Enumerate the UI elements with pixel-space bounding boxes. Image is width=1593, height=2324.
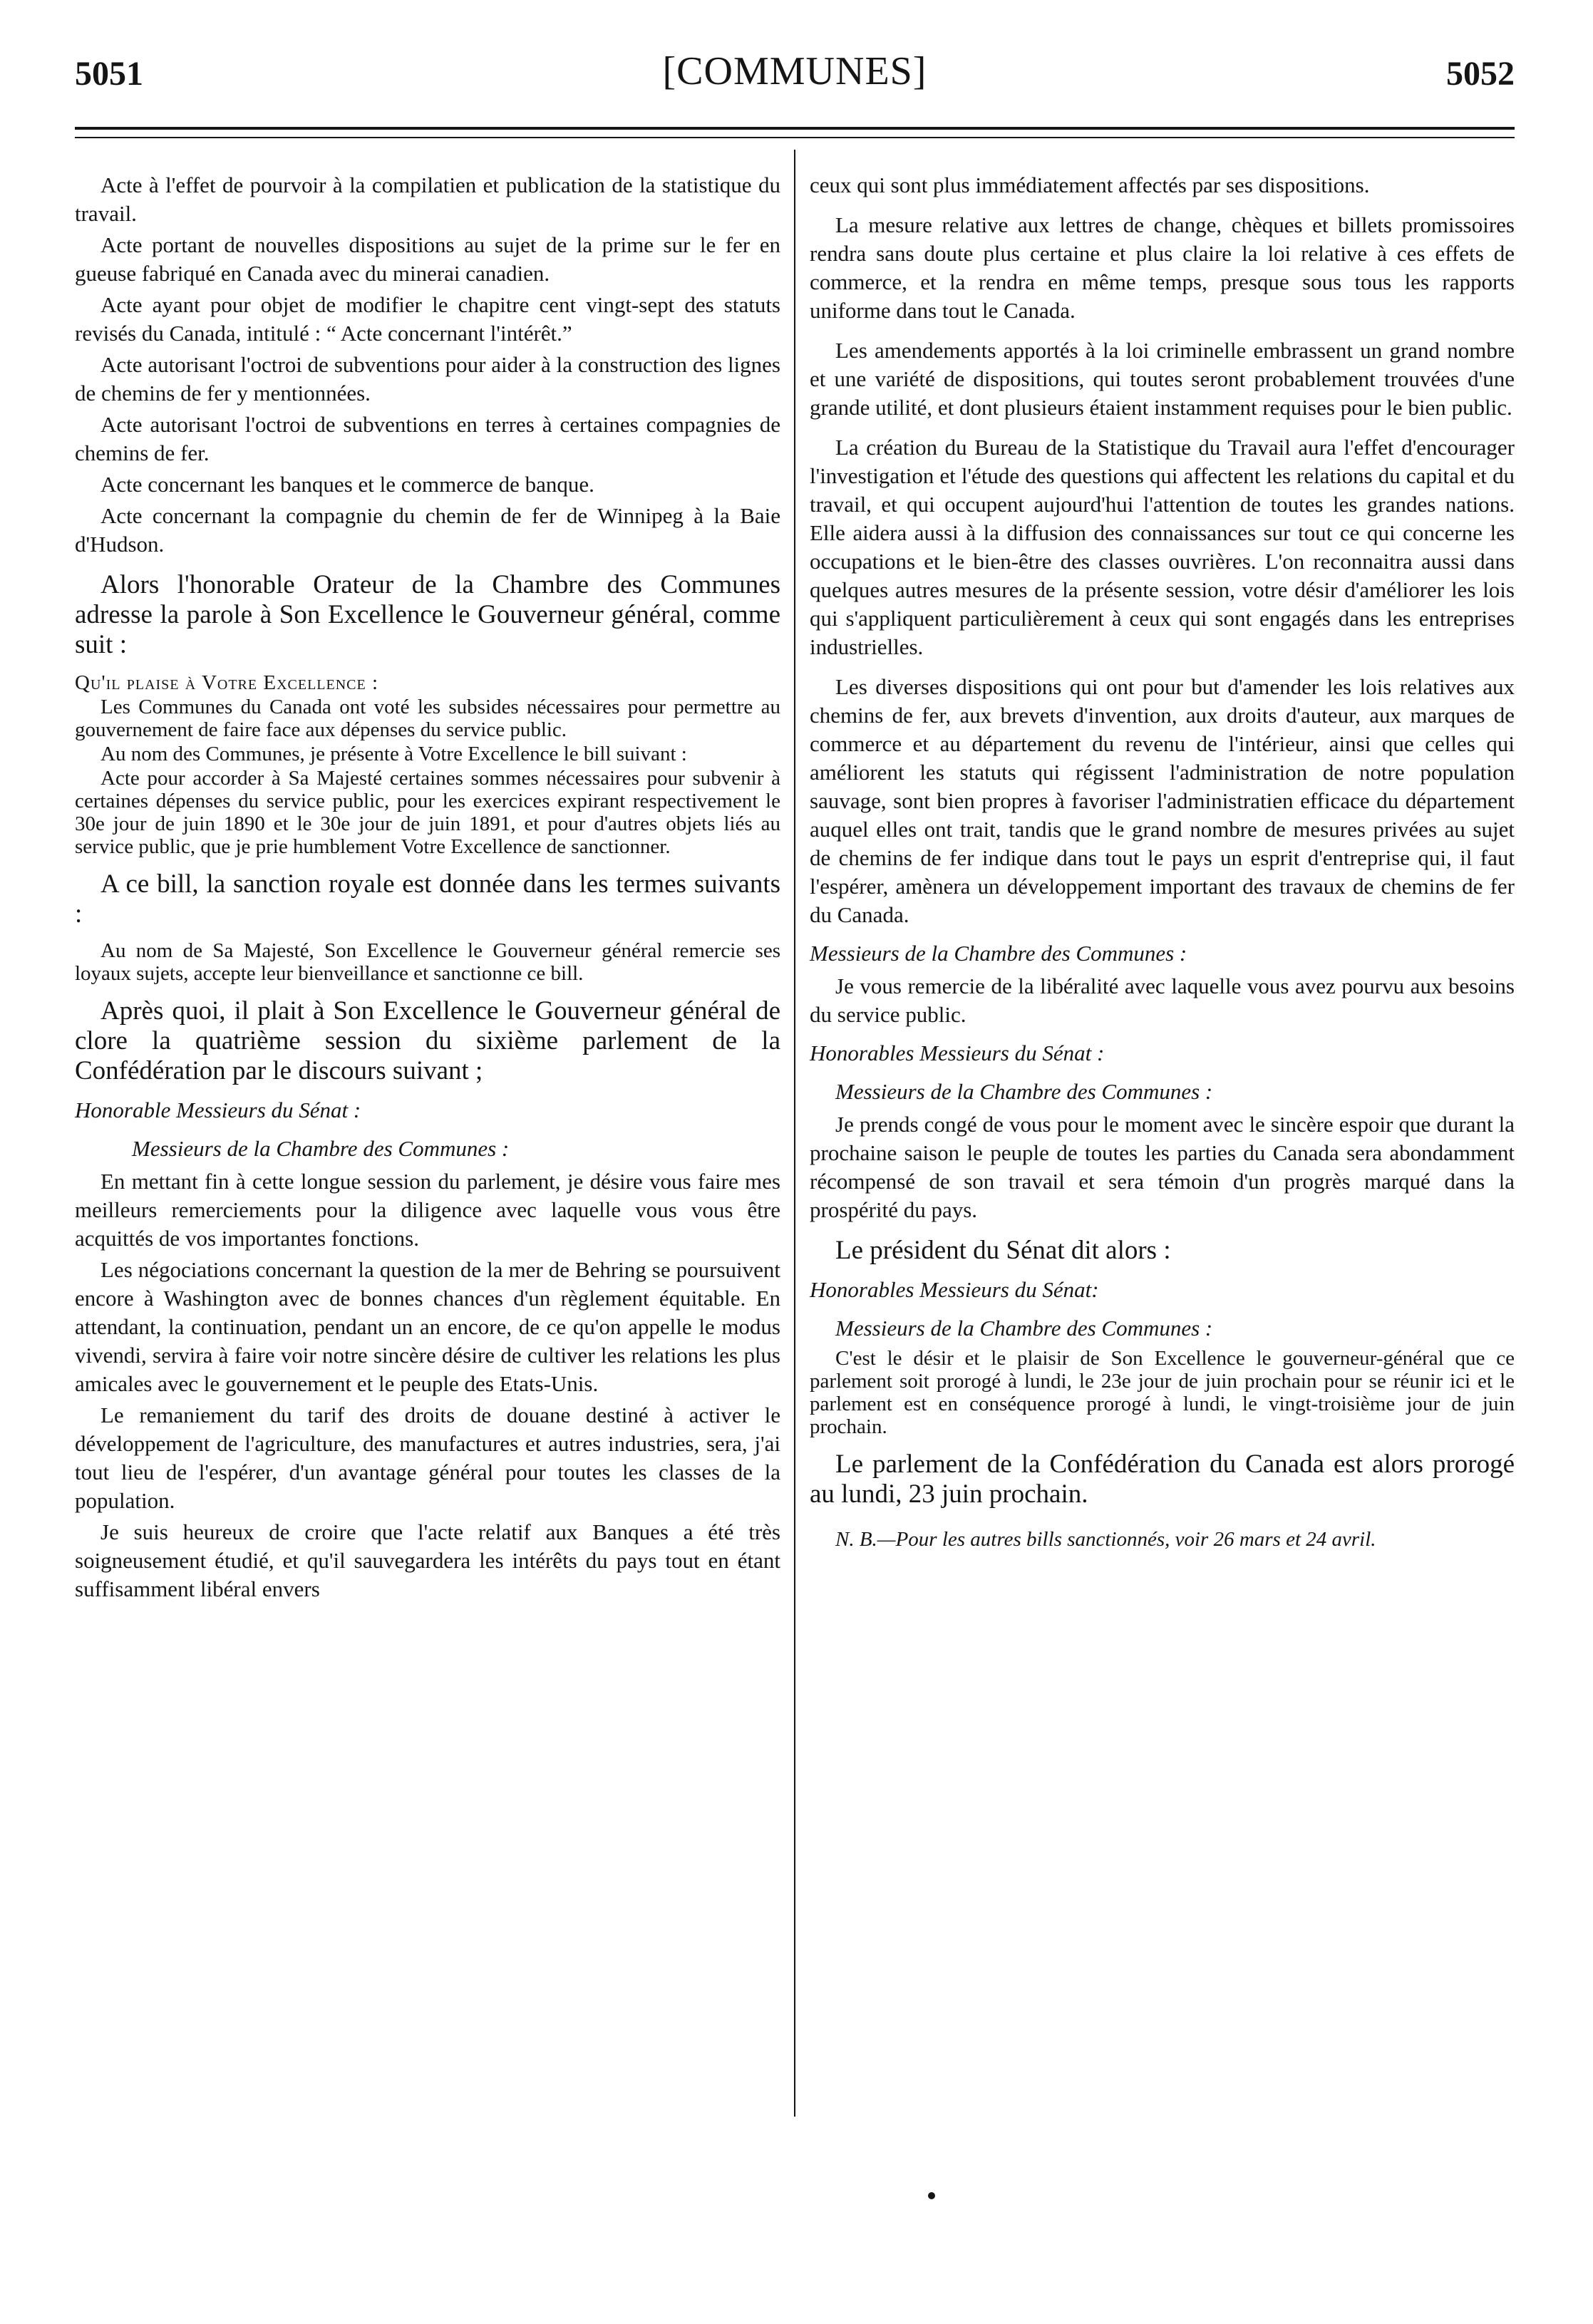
- running-title: [COMMUNES]: [662, 49, 927, 93]
- act-item: Acte autorisant l'octroi de subventions pour aider à la construction des lignes de chemins de fer y mentionnées.: [75, 352, 780, 406]
- salutation-commons: Messieurs de la Chambre des Communes :: [835, 1316, 1213, 1341]
- speech-paragraph: En mettant fin à cette longue session du parlement, je désire vous faire mes meilleurs remerciements pour la diligence avec laquelle vous vous être acquittés de vos importantes fonctions.: [75, 1169, 780, 1251]
- printer-mark: [928, 2192, 935, 2199]
- page-header: [75, 41, 1515, 98]
- address-paragraph: Au nom des Communes, je présente à Votre Excellence le bill suivant :: [100, 743, 687, 765]
- thanks-paragraph: Je vous remercie de la libéralité avec laquelle vous avez pourvu aux besoins du service public.: [810, 974, 1515, 1027]
- speech-paragraph: Les diverses dispositions qui ont pour but d'amender les lois relatives aux chemins de fer, aux brevets d'invention, aux droits d'auteur, aux marques de commerce et au département du revenu de l'intérieur, ainsi que celles qui améliorent les statuts qui régissent l'administration de notre population sauvage, sont bien propres à favoriser l'administratien efficace du département auquel elles ont trait, tandis que le grand nombre de mesures privées au sujet de chemins de fer indique dans tout le pays un esprit d'entreprise qui, il faut l'espérer, amènera un développement important des travaux de chemins de fer du Canada.: [810, 674, 1515, 927]
- header-rule-thick: [75, 127, 1515, 130]
- act-item: Acte concernant les banques et le commerce de banque.: [100, 472, 594, 497]
- salutation-commons: Messieurs de la Chambre des Communes :: [132, 1136, 510, 1161]
- footnote: N. B.—Pour les autres bills sanctionnés, voir 26 mars et 24 avril.: [835, 1528, 1376, 1551]
- act-item: Acte à l'effet de pourvoir à la compilatien et publication de la statistique du travail.: [75, 172, 780, 226]
- speech-paragraph: La mesure relative aux lettres de change, chèques et billets promissoires rendra sans doute plus certaine et plus claire la loi relative à ces effets de commerce, et la rendra en même temps, presque sous tous les rapports uniforme dans tout le Canada.: [810, 212, 1515, 323]
- speech-paragraph: Le remaniement du tarif des droits de douane destiné à activer le développement de l'agriculture, des manufactures et autres industries, sera, j'ai tout lieu de l'espérer, d'un avantage général pour toutes les classes de la population.: [75, 1403, 780, 1513]
- farewell-paragraph: Je prends congé de vous pour le moment avec le sincère espoir que durant la prochaine saison le peuple de toutes les parties du Canada sera abondamment récompensé de son travail et sera témoin d'un progrès marqué dans la prospérité du pays.: [810, 1112, 1515, 1222]
- speech-paragraph: ceux qui sont plus immédiatement affectés par ses dispositions.: [810, 172, 1370, 197]
- address-salutation: Qu'il plaise à Votre Excellence :: [75, 671, 379, 694]
- salutation-senate: Honorables Messieurs du Sénat:: [810, 1277, 1099, 1302]
- sanction-intro: A ce bill, la sanction royale est donnée dans les termes suivants :: [75, 869, 780, 929]
- header-rule-thin: [75, 137, 1515, 138]
- speech-paragraph: La création du Bureau de la Statistique du Travail aura l'effet d'encourager l'investigation et l'étude des questions qui affectent les relations du capital et du travail, et qui occupent aujourd'hui l'attention de toutes les grandes nations. Elle aidera aussi à la diffusion des connaissances sur tout ce qui concerne les occupations et le bien-être des classes ouvrières. L'on reconnaitra aussi dans quelques autres mesures de la présente session, votre désir d'améliorer les lois qui s'appliquent particulièrement à ceux qui sont engagés dans les entreprises industrielles.: [810, 435, 1515, 659]
- closing-intro: Après quoi, il plait à Son Excellence le Gouverneur général de clore la quatrième session du sixième parlement de la Confédération par le discours suivant ;: [75, 996, 780, 1085]
- address-paragraph: Acte pour accorder à Sa Majesté certaines sommes nécessaires pour subvenir à certaines dépenses du service public, pour les exercices expirant respectivement le 30e jour de juin 1890 et le 30e jour de juin 1891, et pour d'autres objets liés au service public, que je prie humblement Votre Excellence de sanctionner.: [75, 767, 780, 858]
- president-intro: Le président du Sénat dit alors :: [835, 1236, 1171, 1265]
- column-divider: [794, 150, 795, 2117]
- page-number-left: 5051: [75, 55, 143, 93]
- speaker-address-intro: Alors l'honorable Orateur de la Chambre des Communes adresse la parole à Son Excellence le Gouverneur général, comme suit :: [75, 570, 780, 659]
- act-item: Acte autorisant l'octroi de subventions en terres à certaines compagnies de chemins de fer.: [75, 412, 780, 465]
- speech-paragraph: Je suis heureux de croire que l'acte relatif aux Banques a été très soigneusement étudié, et qu'il sauvegardera les intérêts du pays tout en étant suffisamment libéral envers: [75, 1519, 780, 1601]
- prorogation-text: C'est le désir et le plaisir de Son Excellence le gouverneur-général que ce parlement soit prorogé à lundi, le 23e jour de juin prochain pour se réunir ici et le parlement est en conséquence prorogé à lundi, le vingt-troisième jour de juin prochain.: [810, 1347, 1515, 1438]
- speech-paragraph: Les amendements apportés à la loi criminelle embrassent un grand nombre et une variété de dispositions, qui toutes seront probablement trouvées d'une grande utilité, et dont plusieurs étaient instamment requises pour le bien public.: [810, 338, 1515, 420]
- left-column: [75, 171, 780, 1606]
- right-column: [810, 171, 1515, 1551]
- act-item: Acte concernant la compagnie du chemin de fer de Winnipeg à la Baie d'Hudson.: [75, 503, 780, 557]
- salutation-commons: Messieurs de la Chambre des Communes :: [835, 1079, 1213, 1104]
- address-paragraph: Les Communes du Canada ont voté les subsides nécessaires pour permettre au gouvernement de faire face aux dépenses du service public.: [75, 696, 780, 741]
- final-statement: Le parlement de la Confédération du Canada est alors prorogé au lundi, 23 juin prochain.: [810, 1450, 1515, 1509]
- speech-paragraph: Les négociations concernant la question de la mer de Behring se poursuivent encore à Washington avec de bonnes chances d'un règlement équitable. En attendant, la continuation, pendant un an encore, de ce qu'on appelle le modus vivendi, servira à faire voir notre sincère désire de cultiver les relations les plus amicales avec le gouvernement et le peuple des Etats-Unis.: [75, 1257, 780, 1396]
- act-item: Acte ayant pour objet de modifier le chapitre cent vingt-sept des statuts revisés du Canada, intitulé : “ Acte concernant l'intérêt.”: [75, 292, 780, 346]
- salutation-commons: Messieurs de la Chambre des Communes :: [810, 941, 1187, 966]
- page-number-right: 5052: [1446, 55, 1515, 93]
- salutation-senate: Honorable Messieurs du Sénat :: [75, 1098, 361, 1122]
- salutation-senate: Honorables Messieurs du Sénat :: [810, 1040, 1105, 1065]
- sanction-text: Au nom de Sa Majesté, Son Excellence le Gouverneur général remercie ses loyaux sujets, accepte leur bienveillance et sanctionne ce bill.: [75, 939, 780, 985]
- act-item: Acte portant de nouvelles dispositions au sujet de la prime sur le fer en gueuse fabriqué en Canada avec du minerai canadien.: [75, 232, 780, 286]
